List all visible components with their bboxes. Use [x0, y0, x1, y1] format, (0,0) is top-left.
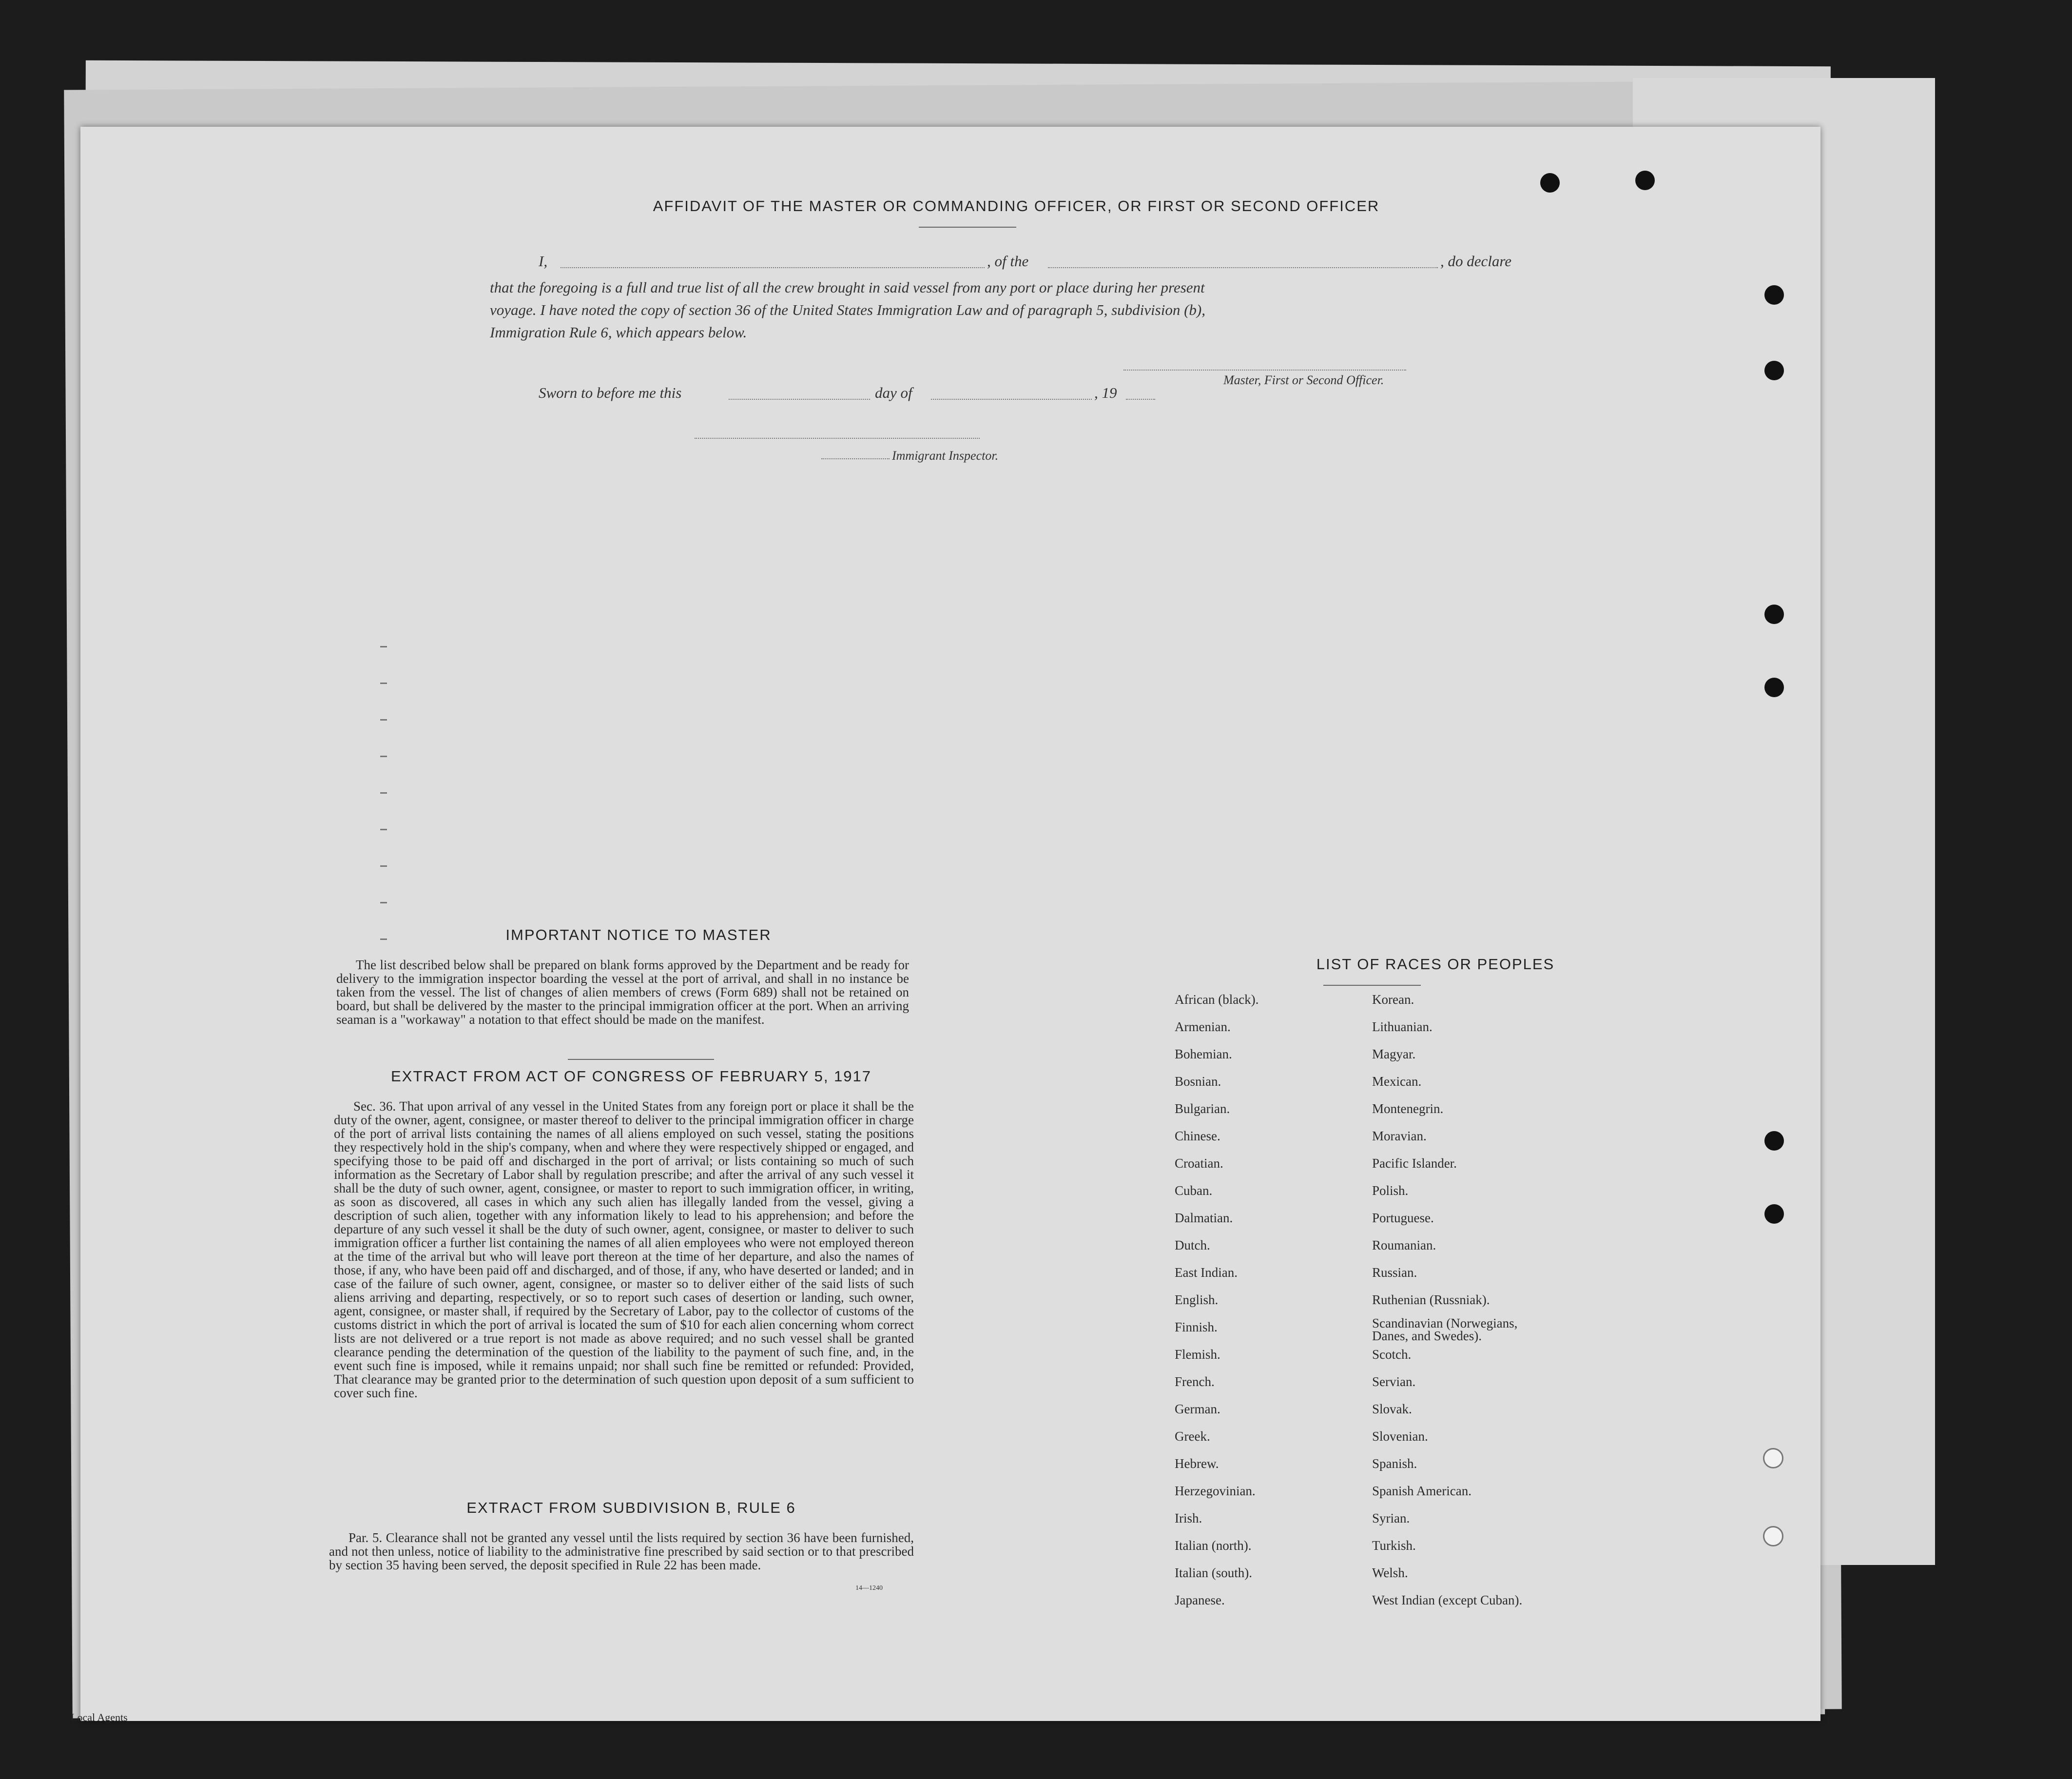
race-item: Slovenian. [1372, 1429, 1428, 1444]
race-item: Magyar. [1372, 1047, 1416, 1061]
local-agents-label: Local Agents [71, 1711, 128, 1723]
race-item: Servian. [1372, 1374, 1416, 1389]
master-signature-line[interactable] [1123, 370, 1406, 371]
sworn-day-field[interactable] [729, 399, 870, 400]
punch-hole [1764, 1131, 1784, 1151]
race-item: German. [1175, 1402, 1220, 1416]
race-item: French. [1175, 1374, 1215, 1389]
margin-tick [380, 683, 387, 684]
punch-hole [1764, 361, 1784, 380]
extract-act-title: EXTRACT FROM ACT OF CONGRESS OF FEBRUARY 5, 1917 [390, 1068, 872, 1085]
title-underline [919, 227, 1016, 228]
race-item: Ruthenian (Russniak). [1372, 1292, 1490, 1307]
race-item: Flemish. [1175, 1347, 1220, 1362]
race-item: Bohemian. [1175, 1047, 1232, 1061]
race-item: Welsh. [1372, 1565, 1408, 1580]
race-item: Montenegrin. [1372, 1101, 1444, 1116]
vessel-field[interactable] [1048, 267, 1438, 268]
race-item: Portuguese. [1372, 1211, 1434, 1225]
race-item: African (black). [1175, 992, 1259, 1007]
section-divider [568, 1059, 714, 1060]
day-of-label: day of [875, 384, 912, 401]
form-number: 14—1240 [855, 1584, 883, 1592]
affidavit-line-4: Immigration Rule 6, which appears below. [490, 324, 747, 341]
race-item: Moravian. [1372, 1129, 1427, 1143]
name-field[interactable] [561, 267, 985, 268]
punch-hole [1764, 285, 1784, 305]
race-item: English. [1175, 1292, 1219, 1307]
race-item: Mexican. [1372, 1074, 1422, 1089]
race-item: Bulgarian. [1175, 1101, 1230, 1116]
race-item: Spanish. [1372, 1456, 1417, 1471]
race-item: Cuban. [1175, 1183, 1213, 1198]
race-item: Greek. [1175, 1429, 1210, 1444]
race-item: Lithuanian. [1372, 1019, 1433, 1034]
race-item: Italian (south). [1175, 1565, 1252, 1580]
race-item: Hebrew. [1175, 1456, 1219, 1471]
inspector-signature-line[interactable] [695, 438, 980, 439]
race-item: Polish. [1372, 1183, 1409, 1198]
affidavit-of-the: , of the [987, 253, 1029, 270]
race-item: Dutch. [1175, 1238, 1210, 1252]
race-item: East Indian. [1175, 1265, 1238, 1280]
notice-title: IMPORTANT NOTICE TO MASTER [505, 926, 772, 943]
race-item: Croatian. [1175, 1156, 1223, 1171]
inspector-signature-label: Immigrant Inspector. [892, 449, 999, 463]
affidavit-line-3: voyage. I have noted the copy of section 36 of the United States Immigration Law and of paragraph 5, subdivision (b), [490, 301, 1205, 318]
margin-tick [380, 646, 387, 647]
margin-tick [380, 902, 387, 903]
punch-hole [1635, 171, 1655, 190]
punch-hole [1763, 1526, 1783, 1546]
punch-hole [1763, 1448, 1783, 1468]
race-item: Irish. [1175, 1511, 1202, 1525]
race-item: Turkish. [1372, 1538, 1416, 1553]
sworn-month-field[interactable] [931, 399, 1092, 400]
affidavit-title: AFFIDAVIT OF THE MASTER OR COMMANDING OFFICER, OR FIRST OR SECOND OFFICER [653, 197, 1380, 215]
race-item: Dalmatian. [1175, 1211, 1233, 1225]
notice-text: The list described below shall be prepared on blank forms approved by the Department and be ready for delivery to the immigration inspector boarding the vessel at the port of arrival, and shall in no instance be taken from the vessel. The list of changes of alien members of crews (Form 689) shall not be retained on board, but shall be delivered by the master to the principal immigration officer at the port. When an arriving seaman is a "workaway" a notation to that effect should be made on the manifest. [336, 958, 909, 1027]
year-label: , 19 [1094, 384, 1117, 401]
race-item: Scotch. [1372, 1347, 1412, 1362]
race-item: Finnish. [1175, 1320, 1218, 1334]
race-item: Pacific Islander. [1372, 1156, 1457, 1171]
races-underline [1323, 985, 1421, 986]
race-item: Scandinavian (Norwegians, Danes, and Swedes). [1372, 1316, 1518, 1343]
punch-hole [1764, 605, 1784, 624]
race-item: Russian. [1372, 1265, 1417, 1280]
margin-tick [380, 792, 387, 794]
margin-tick [380, 829, 387, 830]
race-item: Roumanian. [1372, 1238, 1436, 1252]
race-item: Armenian. [1175, 1019, 1231, 1034]
extract-rule-text: Par. 5. Clearance shall not be granted any vessel until the lists required by section 36 have been furnished, and not then unless, notice of liability to the administrative fine prescribed by said section or to that prescribed by section 35 having been served, the deposit specified in Rule 22 has been made. [329, 1530, 914, 1572]
margin-tick [380, 756, 387, 757]
margin-tick [380, 719, 387, 721]
punch-hole [1540, 173, 1560, 193]
affidavit-declare: , do declare [1440, 253, 1512, 270]
race-item: Herzegovinian. [1175, 1484, 1256, 1498]
race-item: Syrian. [1372, 1511, 1410, 1525]
manifest-page [71, 127, 1820, 1723]
master-signature-label: Master, First or Second Officer. [1223, 373, 1384, 387]
race-item: Spanish American. [1372, 1484, 1472, 1498]
race-item: Bosnian. [1175, 1074, 1221, 1089]
race-item: Japanese. [1175, 1593, 1225, 1607]
race-item: Korean. [1372, 992, 1414, 1007]
race-item: Chinese. [1175, 1129, 1220, 1143]
punch-hole [1764, 1204, 1784, 1224]
races-title: LIST OF RACES OR PEOPLES [1316, 956, 1555, 973]
sworn-year-field[interactable] [1126, 399, 1155, 400]
punch-hole [1764, 678, 1784, 697]
sworn-label: Sworn to before me this [539, 384, 682, 401]
inspector-signature-leader [821, 458, 890, 459]
extract-rule-title: EXTRACT FROM SUBDIVISION B, RULE 6 [466, 1499, 796, 1516]
margin-tick [380, 865, 387, 867]
affidavit-line-2: that the foregoing is a full and true list of all the crew brought in said vessel from any port or place during her present [490, 279, 1205, 296]
affidavit-i: I, [539, 253, 548, 270]
race-item: Italian (north). [1175, 1538, 1252, 1553]
race-item: Slovak. [1372, 1402, 1412, 1416]
race-item: West Indian (except Cuban). [1372, 1593, 1523, 1607]
extract-act-text: Sec. 36. That upon arrival of any vessel in the United States from any foreign port or place it shall be the duty of the owner, agent, consignee, or master thereof to deliver to the principal immigration officer in charge of the port of arrival lists containing the names of all aliens employed on such vessel, stating the positions they respectively hold in the ship's company, when and where they were respectively shipped or engaged, and specifying those to be paid off and discharged in the port of arrival; or lists containing so much of such information as the Secretary of Labor shall by regulation prescribe; and after the arrival of any such vessel it shall be the duty of such owner, agent, consignee, or master to report to such immigration officer, in writing, as soon as discovered, all cases in which any such alien has illegally landed from the vessel, giving a description of such alien, together with any information likely to lead to his apprehension; and before the departure of any such vessel it shall be the duty of such owner, agent, consignee, or master to deliver to such immigration officer a further list containing the names of all alien employees who were not employed thereon at the time of the arrival but who will leave port thereon at the time of her departure, and also the names of those, if any, who have been paid off and discharged, and of those, if any, who have deserted or landed; and in case of the failure of such owner, agent, consignee, or master so to deliver either of the said lists of such aliens arriving and departing, respectively, or so to report such cases of desertion or landing, such owner, agent, consignee, or master shall, if required by the Secretary of Labor, pay to the collector of customs of the customs district in which the port of arrival is located the sum of $10 for each alien concerning whom correct lists are not delivered or a true report is not made as above required; and no such vessel shall be granted clearance pending the determination of the question of the liability to the payment of such fine, and, in the event such fine is imposed, while it remains unpaid; nor shall such fine be remitted or refunded: Provided, That clearance may be granted prior to the determination of such question upon deposit of a sum sufficient to cover such fine. [334, 1099, 914, 1400]
